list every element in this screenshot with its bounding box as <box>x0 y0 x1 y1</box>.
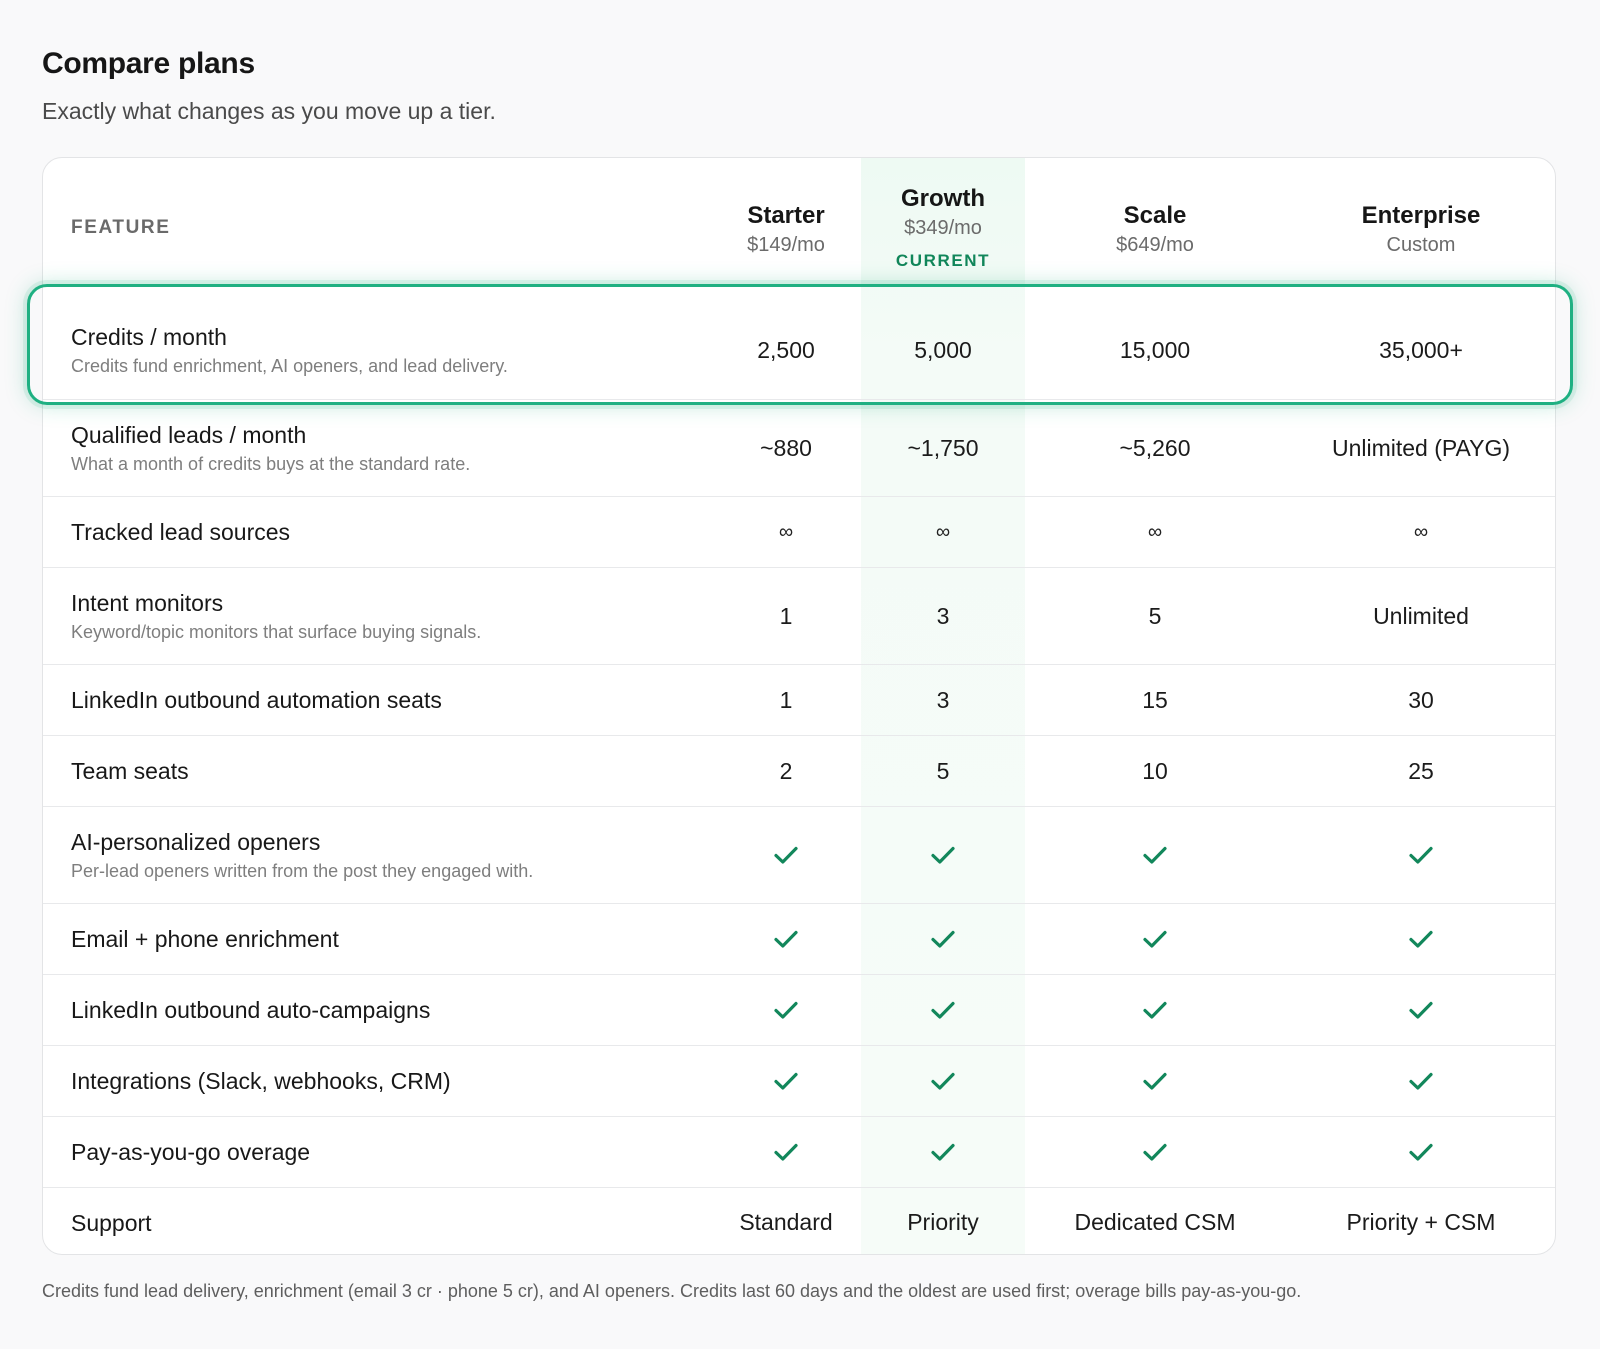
feature-label: LinkedIn outbound automation seats <box>71 687 442 713</box>
table-row <box>43 1045 1555 1116</box>
current-plan-badge: CURRENT <box>895 250 991 270</box>
feature-label: Integrations (Slack, webhooks, CRM) <box>71 1068 451 1094</box>
value-cell-enterprise: Unlimited (PAYG) <box>1331 434 1511 461</box>
value-cell-starter: ∞ <box>778 520 794 543</box>
check-icon <box>861 904 1025 974</box>
table-body <box>43 302 1555 1255</box>
feature-label: Support <box>71 1209 152 1236</box>
check-icon <box>703 807 869 903</box>
feature-cell <box>71 1117 310 1187</box>
plan-name: Growth <box>901 184 985 212</box>
check-icon <box>1285 807 1556 903</box>
value-cell-starter: Standard <box>739 1209 833 1235</box>
check-icon <box>1025 975 1285 1045</box>
feature-cell <box>71 665 442 735</box>
feature-description: Per-lead openers written from the post they engaged with. <box>71 860 534 881</box>
comparison-table <box>42 157 1556 1255</box>
feature-label: Tracked lead sources <box>71 519 291 545</box>
value-cell-starter: 2 <box>779 757 793 784</box>
table-row <box>43 567 1555 664</box>
feature-description: Keyword/topic monitors that surface buying signals. <box>71 621 482 642</box>
feature-label: Email + phone enrichment <box>71 926 339 952</box>
check-icon <box>703 975 869 1045</box>
plan-name: Enterprise <box>1361 202 1481 229</box>
feature-column-header: FEATURE <box>71 217 171 238</box>
value-cell-enterprise: 30 <box>1408 686 1434 713</box>
value-cell-starter: 1 <box>779 686 793 713</box>
value-cell-enterprise: ∞ <box>1413 520 1429 543</box>
feature-cell <box>71 807 533 903</box>
plan-header-scale <box>1025 158 1285 302</box>
table-row <box>43 1187 1555 1255</box>
value-cell-starter: ~880 <box>760 434 812 461</box>
check-icon <box>1025 1117 1285 1187</box>
feature-label: Team seats <box>71 758 189 784</box>
check-icon <box>1285 975 1556 1045</box>
check-icon <box>1025 904 1285 974</box>
feature-description: Credits fund enrichment, AI openers, and lead delivery. <box>71 356 508 376</box>
value-cell-enterprise: 25 <box>1408 757 1434 784</box>
check-icon <box>703 1046 869 1116</box>
feature-cell <box>71 568 481 664</box>
table-row <box>43 302 1555 399</box>
value-cell-enterprise: 35,000+ <box>1379 337 1463 363</box>
plan-header-growth <box>861 158 1025 302</box>
feature-cell <box>71 975 430 1045</box>
page-subtitle: Exactly what changes as you move up a tier. <box>42 98 496 124</box>
check-icon <box>861 807 1025 903</box>
table-header <box>43 158 1555 302</box>
check-icon <box>1025 1046 1285 1116</box>
value-cell-scale: 15,000 <box>1119 337 1191 363</box>
check-icon <box>861 1117 1025 1187</box>
pricing-footnote: Credits fund lead delivery, enrichment (email 3 cr · phone 5 cr), and AI openers. Credits last 60 days and the oldest are used first; overage bills pay-as-you-go. <box>42 1281 1302 1301</box>
value-cell-growth: ~1,750 <box>907 434 979 461</box>
check-icon <box>861 1046 1025 1116</box>
table-row <box>43 735 1555 806</box>
value-cell-scale: 15 <box>1142 686 1168 713</box>
check-icon <box>1285 1117 1556 1187</box>
plan-name: Scale <box>1123 202 1187 229</box>
table-row <box>43 974 1555 1045</box>
plan-price: $149/mo <box>747 234 825 256</box>
plan-header-starter <box>703 158 869 302</box>
plan-name: Starter <box>747 202 825 229</box>
plan-header-enterprise <box>1285 158 1556 302</box>
value-cell-growth: 3 <box>936 686 950 713</box>
value-cell-scale: ~5,260 <box>1119 434 1191 461</box>
feature-cell <box>71 1046 451 1116</box>
feature-label: LinkedIn outbound auto-campaigns <box>71 997 431 1023</box>
table-row <box>43 806 1555 903</box>
check-icon <box>703 904 869 974</box>
value-cell-scale: ∞ <box>1147 520 1163 543</box>
feature-cell <box>71 736 189 806</box>
feature-description: What a month of credits buys at the standard rate. <box>71 453 471 474</box>
value-cell-enterprise: Unlimited <box>1373 602 1469 629</box>
value-cell-scale: 10 <box>1142 757 1168 784</box>
value-cell-scale: Dedicated CSM <box>1074 1209 1236 1235</box>
table-row <box>43 903 1555 974</box>
value-cell-growth: 5 <box>936 757 950 784</box>
check-icon <box>1285 1046 1556 1116</box>
feature-label: Qualified leads / month <box>71 421 307 448</box>
value-cell-starter: 2,500 <box>757 337 815 363</box>
feature-label: AI-personalized openers <box>71 828 321 855</box>
feature-cell <box>71 904 339 974</box>
feature-cell <box>71 497 290 567</box>
feature-cell <box>71 1188 152 1255</box>
page-title: Compare plans <box>42 47 255 80</box>
value-cell-scale: 5 <box>1148 602 1162 629</box>
feature-label: Credits / month <box>71 324 227 350</box>
plan-price: Custom <box>1386 234 1456 256</box>
table-row <box>43 496 1555 567</box>
plan-price: $649/mo <box>1116 234 1194 256</box>
check-icon <box>1285 904 1556 974</box>
check-icon <box>1025 807 1285 903</box>
value-cell-growth: Priority <box>907 1209 979 1235</box>
feature-cell <box>71 302 508 399</box>
plan-price: $349/mo <box>904 216 982 239</box>
feature-label: Pay-as-you-go overage <box>71 1139 311 1165</box>
table-row <box>43 399 1555 496</box>
feature-label: Intent monitors <box>71 589 224 616</box>
value-cell-enterprise: Priority + CSM <box>1346 1209 1496 1235</box>
table-row <box>43 664 1555 735</box>
value-cell-growth: 5,000 <box>914 337 972 363</box>
feature-cell <box>71 400 470 496</box>
value-cell-starter: 1 <box>779 602 793 629</box>
check-icon <box>861 975 1025 1045</box>
value-cell-growth: 3 <box>936 602 950 629</box>
check-icon <box>703 1117 869 1187</box>
value-cell-growth: ∞ <box>935 520 951 543</box>
table-row <box>43 1116 1555 1187</box>
